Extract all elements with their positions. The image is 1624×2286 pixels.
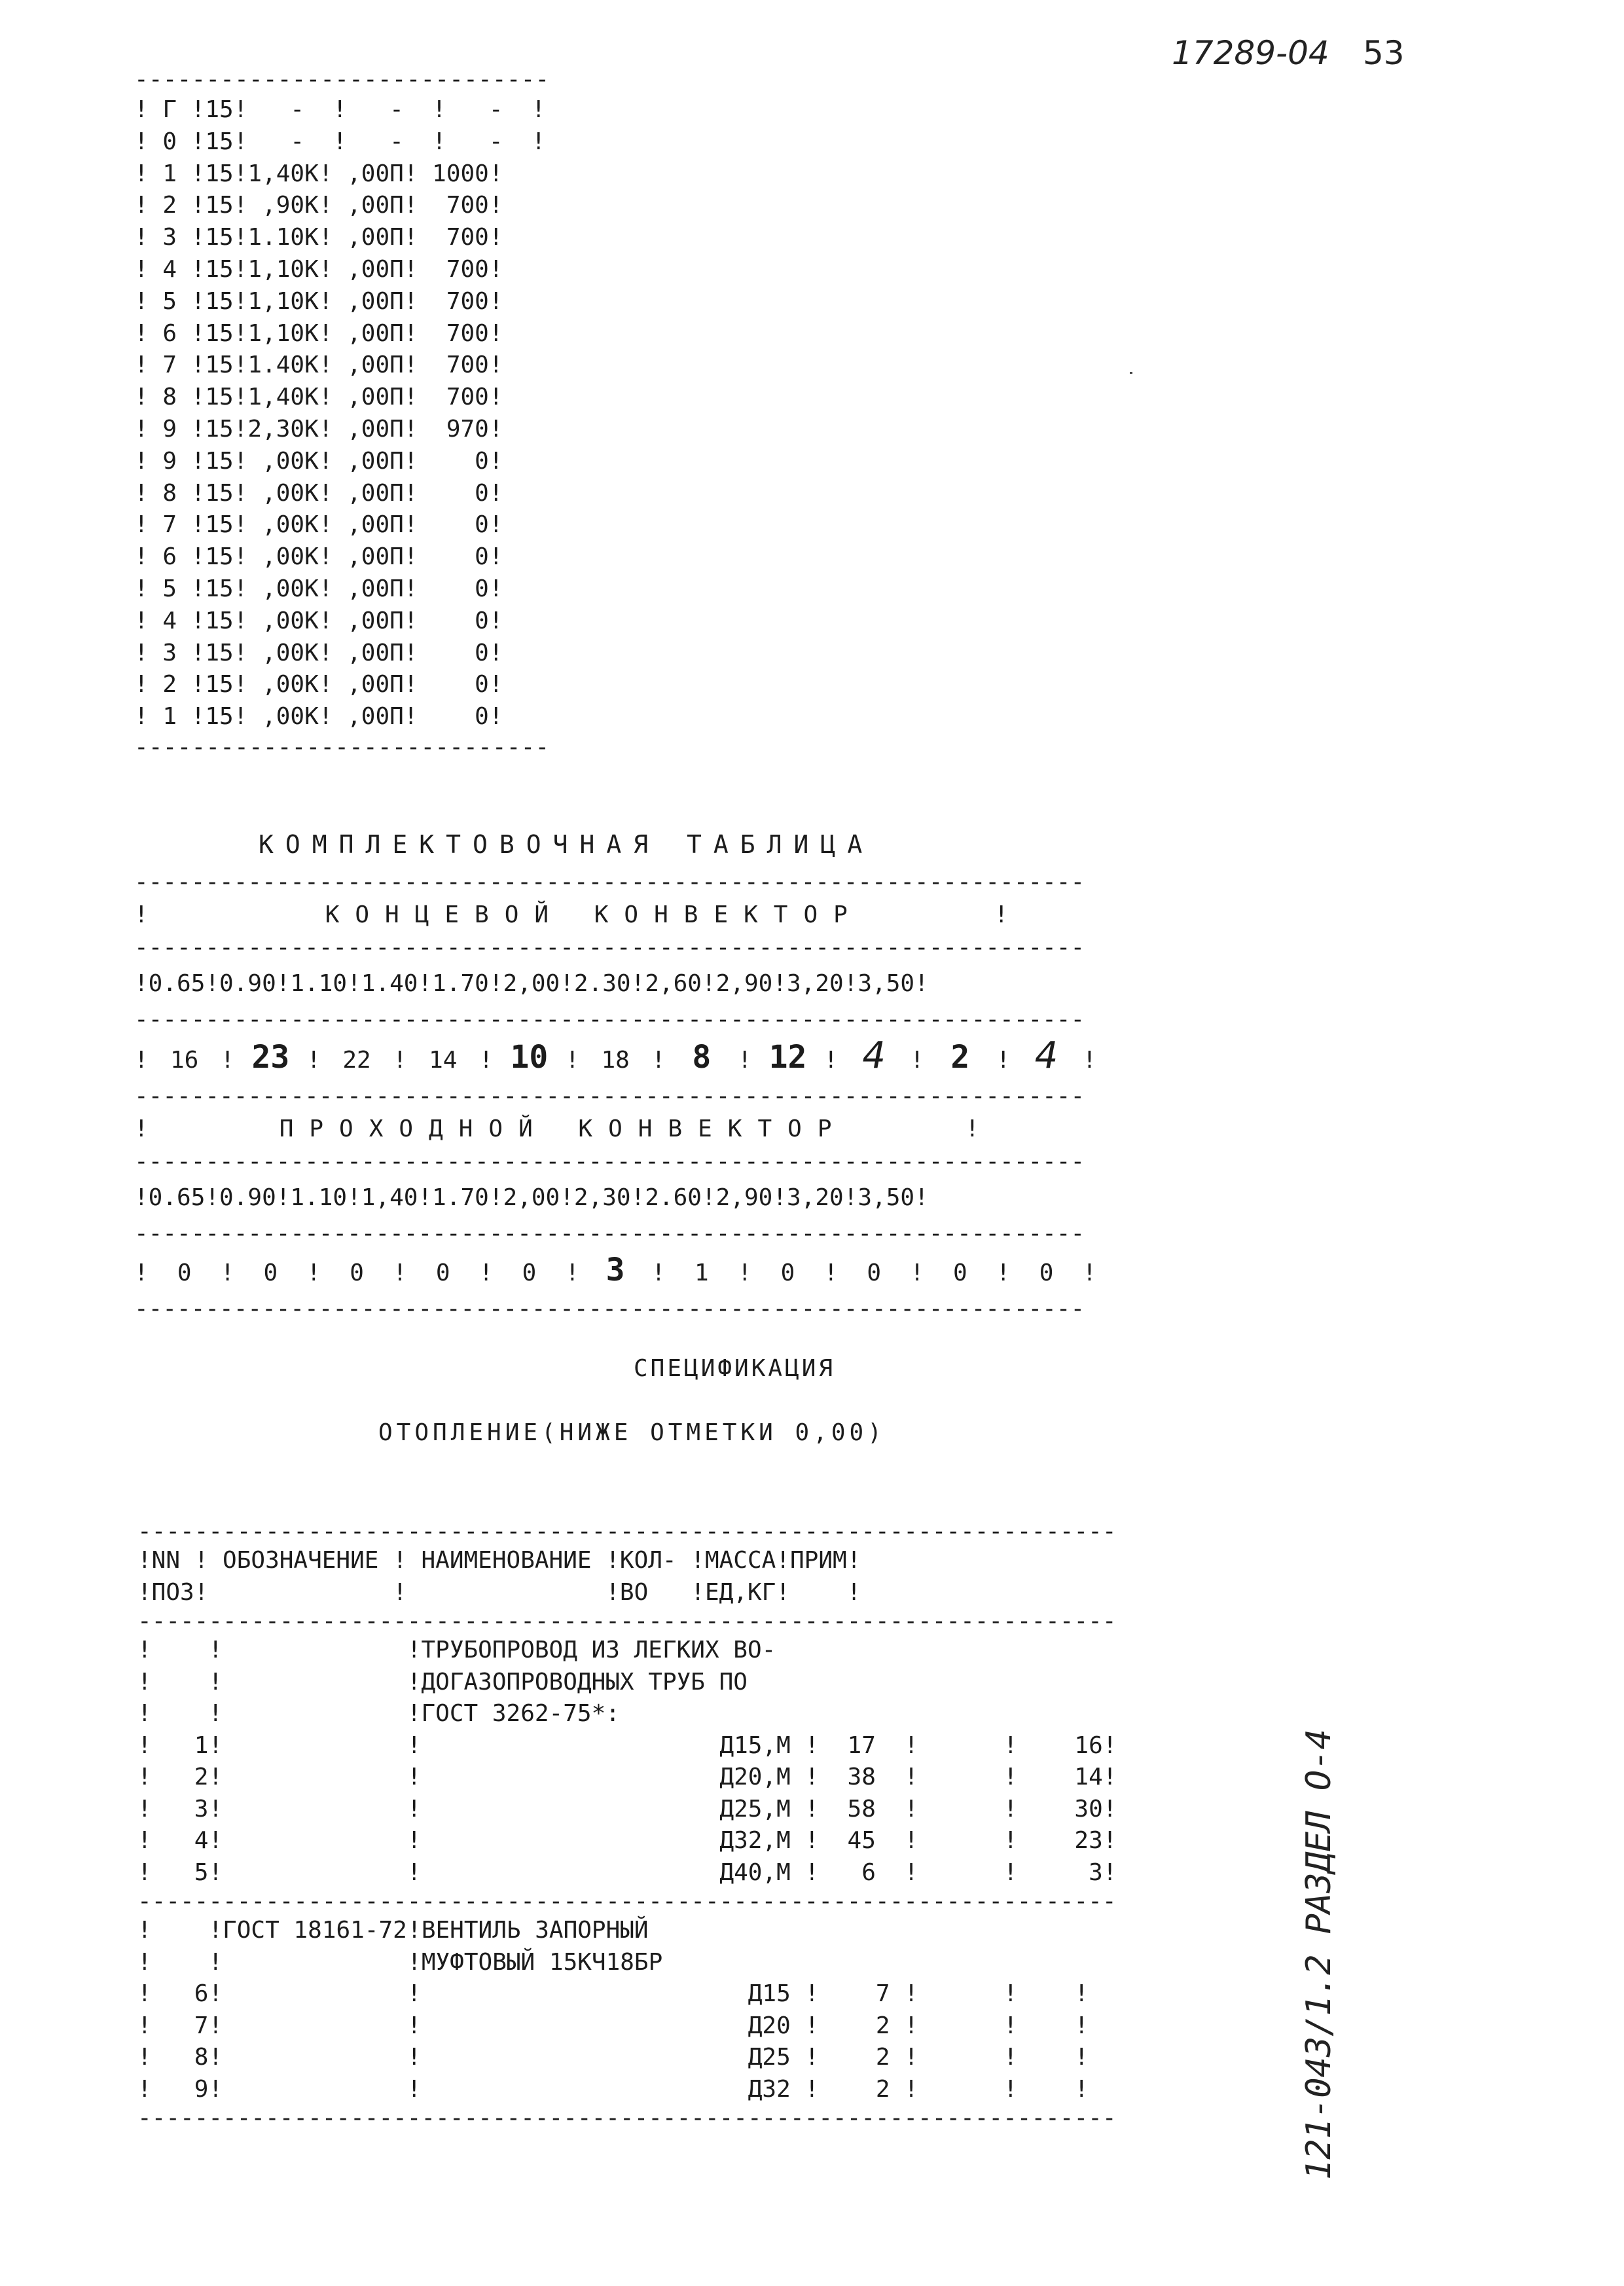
spec-pos: 5 [194,1859,209,1886]
floor-row: ! 4 !15! ,00К! ,00П! 0! [134,607,503,634]
spec-qty: 17 [847,1732,876,1759]
sizes-row-2: !0.65!0.90!1.10!1,40!1.70!2,00!2,30!2.60!2,90!3,20!3,50! [134,1184,929,1211]
table-rule: --------------------------------------------------------------------- [137,1518,1117,1545]
floor-row: ! 9 !15!2,30К! ,00П! 970! [134,415,503,443]
spec-note: 30 [1074,1795,1103,1823]
spec-qty: 2 [875,2044,890,2071]
table-rule: ------------------------------------------------------------------- [134,1296,1085,1322]
spec-item-row: ! 3! ! Д25,М ! 58 ! ! 30! [137,1794,1117,1826]
floor-row: ! 3 !15!1.10К! ,00П! 700! [134,224,503,251]
count-cell: 1 [694,1260,709,1286]
count-cell: 0 [435,1260,450,1286]
page-number: 53 [1363,34,1405,72]
count-cell: 0 [177,1260,192,1286]
side-stamp: 121-043/1.2 РАЗДЕЛ О-4 [1299,1729,1339,2180]
spec-qty: 6 [861,1859,876,1886]
floor-rows [134,94,549,733]
floor-row: ! 6 !15! ,00К! ,00П! 0! [134,543,503,571]
floor-row: ! 6 !15!1,10К! ,00П! 700! [134,319,503,347]
spec-name: ГОСТ 3262-75*: [421,1700,620,1727]
spec-qty: 2 [875,2075,890,2103]
spec-size: Д20,М [719,1764,791,1790]
spec-item-row: ! 8! ! Д25 ! 2 ! ! ! [137,2042,1117,2074]
spec-note: 23 [1074,1827,1103,1854]
count-cell: 0 [522,1260,537,1286]
spec-pos: 1 [194,1732,209,1759]
count-cell: 4 [862,1034,886,1077]
floor-row: ! 7 !15!1.40К! ,00П! 700! [134,352,503,379]
floor-row: ! 7 !15! ,00К! ,00П! 0! [134,511,503,539]
table-rule: ------------------------------------------------------------------- [134,934,1085,961]
spec-group-1 [137,1635,1117,1889]
spec-size: Д25,М [719,1795,791,1823]
spec-header-1: !NN ! ОБОЗНАЧЕНИЕ ! НАИМЕНОВАНИЕ !КОЛ- !МАССА!ПРИМ! [137,1547,861,1574]
spec-name: ВЕНТИЛЬ ЗАПОРНЫЙ [421,1917,649,1944]
floor-row: ! 4 !15!1,10К! ,00П! 700! [134,255,503,283]
spec-size: Д15,М [719,1732,791,1759]
spec-line: ! ! !МУФТОВЫЙ 15КЧ18БР [137,1948,663,1976]
count-cell: 16 [170,1047,199,1074]
count-cell: 18 [601,1047,630,1074]
floor-row: ! 2 !15! ,90К! ,00П! 700! [134,192,503,219]
count-cell: 0 [350,1260,364,1286]
spec-group-2 [137,1915,1117,2105]
table-rule: --------------------------------------------------------------------- [137,1888,1117,1915]
spec-pos: 2 [194,1764,209,1790]
counts-row-1: ! 16 ! 23 ! 22 ! 14 ! 10 ! 18 ! 8 ! 12 ! 4 ! 2 ! 4 ! [134,1033,1096,1083]
spec-size: Д20 [748,2012,791,2039]
spec-qty: 7 [875,1980,890,2007]
spec-note: 3 [1089,1859,1103,1886]
spec-subtitle: ОТОПЛЕНИЕ(НИЖЕ ОТМЕТКИ 0,00) [378,1419,886,1446]
table-rule: ----------------------------- [134,733,550,761]
spec-item-row: ! 9! ! Д32 ! 2 ! ! ! [137,2074,1117,2106]
spec-line: ! ! !ДОГАЗОПРОВОДНЫХ ТРУБ ПО [137,1668,748,1696]
spec-pos: 3 [194,1795,209,1823]
spec-item-row: ! 7! ! Д20 ! 2 ! ! ! [137,2010,1117,2042]
spec-line: ! ! !ТРУБОПРОВОД ИЗ ЛЕГКИХ ВО- [137,1637,776,1663]
table-rule: ----------------------------- [134,66,550,93]
floor-row: ! 5 !15! ,00К! ,00П! 0! [134,575,503,602]
count-cell: 23 [251,1039,290,1076]
count-cell: 22 [342,1047,371,1074]
table-rule: --------------------------------------------------------------------- [137,2105,1117,2132]
spec-size: Д40,М [719,1859,791,1886]
spec-pos: 7 [194,2012,209,2039]
spec-pos: 8 [194,2044,209,2071]
spec-name: ТРУБОПРОВОД ИЗ ЛЕГКИХ ВО- [421,1637,776,1663]
floor-row: ! 8 !15!1,40К! ,00П! 700! [134,384,503,411]
count-cell: 3 [605,1252,625,1288]
count-cell: 12 [768,1039,807,1076]
spec-size: Д32 [748,2075,791,2103]
spec-qty: 38 [847,1764,876,1790]
spec-size: Д32,М [719,1827,791,1854]
section2-header: ПРОХОДНОЙ КОНВЕКТОР [279,1116,848,1142]
spec-note: 14 [1074,1764,1103,1790]
count-cell: 0 [780,1260,795,1286]
spec-item-row: ! 2! ! Д20,М ! 38 ! ! 14! [137,1762,1117,1794]
count-cell: 0 [263,1260,278,1286]
count-cell: 2 [950,1039,970,1076]
spec-item-row: ! 1! ! Д15,М ! 17 ! ! 16! [137,1730,1117,1762]
spec-name: ДОГАЗОПРОВОДНЫХ ТРУБ ПО [421,1668,748,1696]
spec-header-2: !ПОЗ! ! !ВО !ЕД,КГ! ! [137,1578,861,1606]
spec-item-row: ! 4! ! Д32,М ! 45 ! ! 23! [137,1825,1117,1857]
table-rule: ------------------------------------------------------------------- [134,1083,1085,1110]
count-cell: 0 [1039,1260,1054,1286]
counts-row-2: ! 0 ! 0 ! 0 ! 0 ! 0 ! 3 ! 1 ! 0 ! 0 ! 0 ! 0 ! [134,1247,1096,1296]
spec-pos: 4 [194,1827,209,1854]
count-cell: 0 [953,1260,967,1286]
table-rule: --------------------------------------------------------------------- [137,1608,1117,1635]
kompl-body [134,869,1096,1322]
floor-row: ! 0 !15! - ! - ! - ! [134,128,546,155]
spec-line: ! ! !ГОСТ 3262-75*: [137,1700,620,1727]
spec-pos: 6 [194,1980,209,2007]
spec-qty: 45 [847,1827,876,1854]
table-rule: ------------------------------------------------------------------- [134,1006,1085,1033]
spec-name: МУФТОВЫЙ 15КЧ18БР [421,1948,663,1976]
floor-table [134,65,549,762]
doc-number: 17289-04 [1172,34,1329,72]
spec-table [137,1519,1117,2132]
spec-line: ! !ГОСТ 18161-72!ВЕНТИЛЬ ЗАПОРНЫЙ [137,1915,1117,1947]
floor-row: ! Г !15! - ! - ! - ! [134,96,546,123]
floor-row: ! 5 !15!1,10К! ,00П! 700! [134,287,503,315]
spec-note: 16 [1074,1732,1103,1759]
floor-row: ! 2 !15! ,00К! ,00П! 0! [134,671,503,698]
spec-qty: 58 [847,1795,876,1823]
count-cell: 4 [1034,1034,1058,1077]
floor-row: ! 1 !15! ,00К! ,00П! 0! [134,703,503,731]
table-rule: ------------------------------------------------------------------- [134,869,1085,896]
floor-row: ! 1 !15!1,40К! ,00П! 1000! [134,160,503,187]
kompl-title: КОМПЛЕКТОВОЧНАЯ ТАБЛИЦА [259,830,875,859]
table-rule: ------------------------------------------------------------------- [134,1220,1085,1247]
spec-pos: 9 [194,2075,209,2103]
speck [1130,372,1132,374]
section2-row: ! ПРОХОДНОЙ КОНВЕКТОР ! [134,1116,980,1142]
count-cell: 8 [692,1039,712,1076]
count-cell: 10 [510,1039,549,1076]
table-rule: ------------------------------------------------------------------- [134,1148,1085,1175]
count-cell: 14 [429,1047,458,1074]
sizes-row-1: !0.65!0.90!1.10!1.40!1.70!2,00!2.30!2,60!2,90!3,20!3,50! [134,970,929,997]
section1-header: КОНЦЕВОЙ КОНВЕКТОР [325,901,863,928]
spec-size: Д25 [748,2044,791,2071]
floor-row: ! 9 !15! ,00К! ,00П! 0! [134,447,503,475]
floor-row: ! 8 !15! ,00К! ,00П! 0! [134,479,503,507]
floor-row: ! 3 !15! ,00К! ,00П! 0! [134,639,503,666]
spec-item-row: ! 6! ! Д15 ! 7 ! ! ! [137,1978,1117,2010]
spec-size: Д15 [748,1980,791,2007]
section1-row: ! КОНЦЕВОЙ КОНВЕКТОР ! [134,901,1009,928]
spec-item-row: ! 5! ! Д40,М ! 6 ! ! 3! [137,1857,1117,1889]
spec-title: СПЕЦИФИКАЦИЯ [634,1355,836,1382]
spec-qty: 2 [875,2012,890,2039]
count-cell: 0 [867,1260,882,1286]
spec-designation: ГОСТ 18161-72 [223,1917,407,1944]
